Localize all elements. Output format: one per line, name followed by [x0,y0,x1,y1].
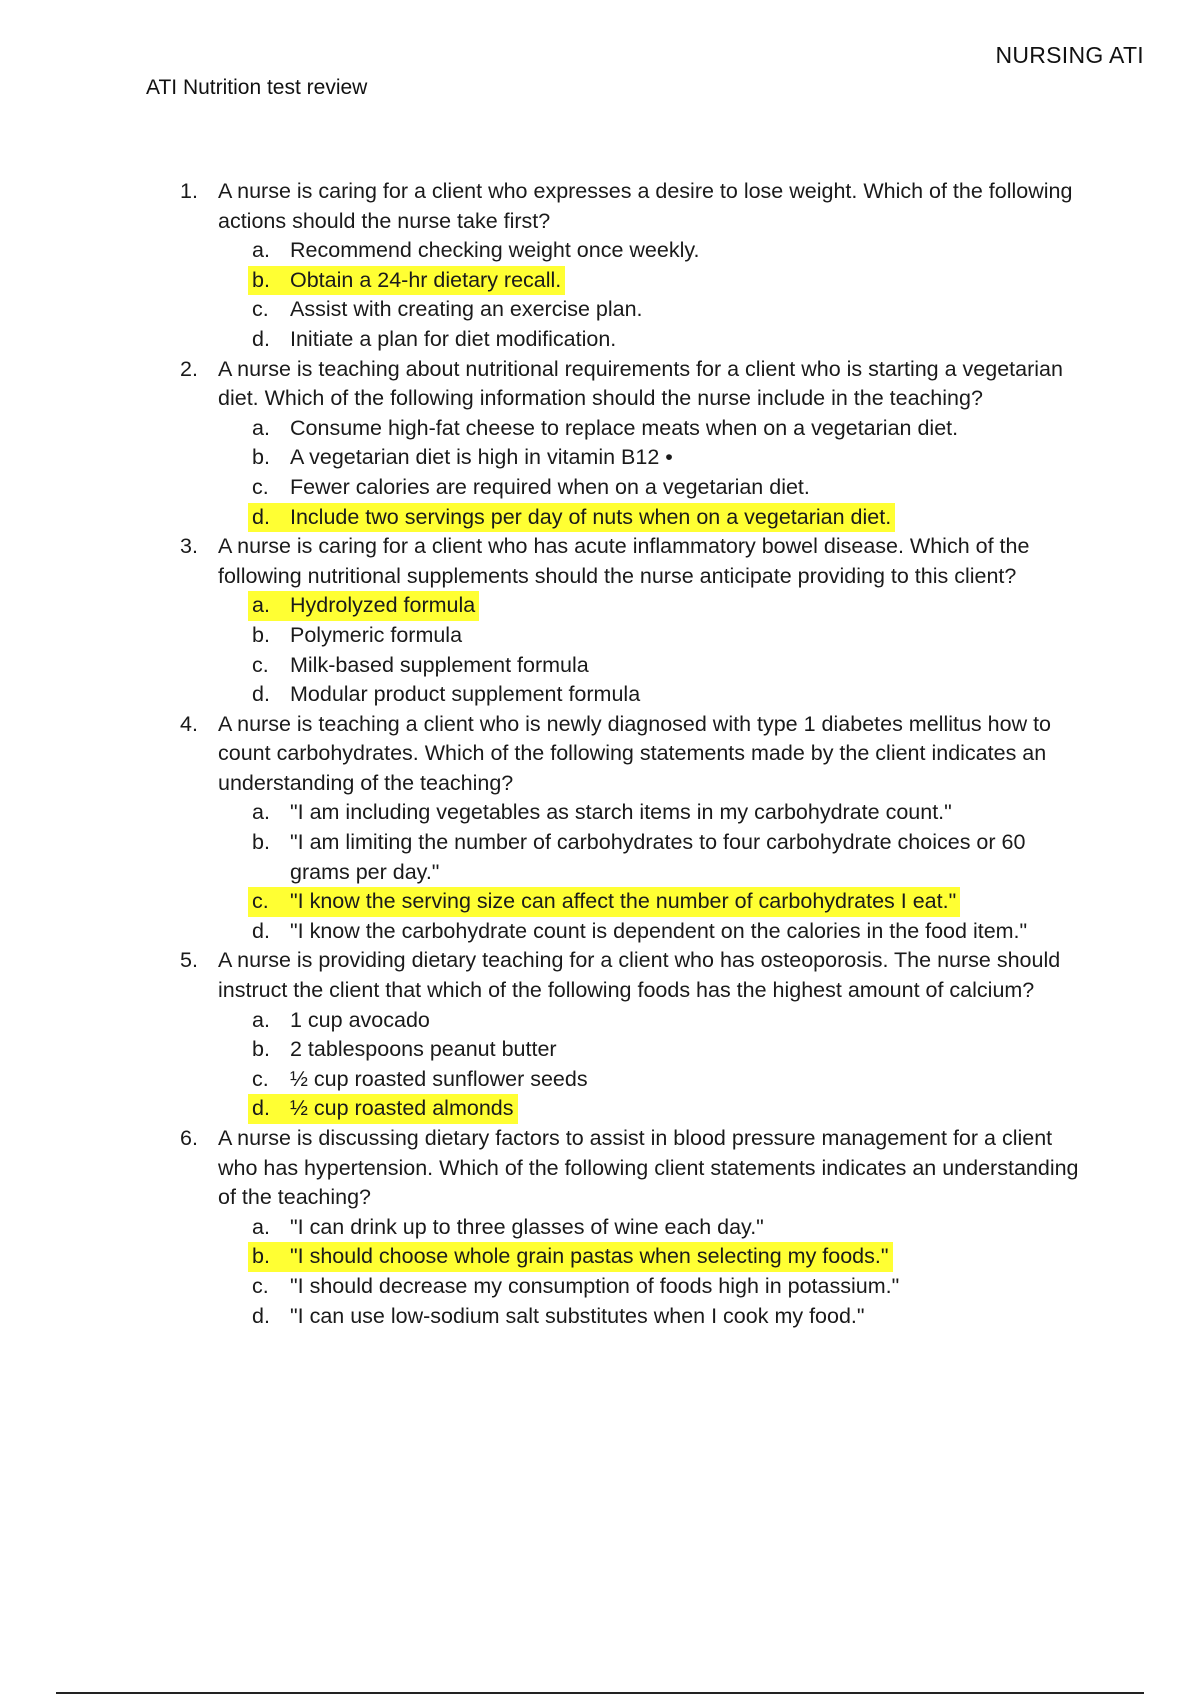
question-text: A nurse is teaching about nutritional requirements for a client who is starting a vegetarian diet. Which of the following information should the nurse include in the teaching? [218,356,1063,411]
option-letter: b. [252,830,270,855]
option-text: "I can drink up to three glasses of wine each day." [290,1214,764,1239]
option-letter: c. [252,889,269,914]
option-text: 1 cup avocado [290,1007,430,1032]
option-letter: d. [252,1303,270,1328]
option-text: ½ cup roasted sunflower seeds [290,1066,588,1091]
answer-option [252,1302,1090,1332]
question-item [180,355,1090,533]
option-text: Include two servings per day of nuts when on a vegetarian diet. [290,504,892,529]
answer-option [252,473,1090,503]
option-letter: c. [252,1066,269,1091]
option-text: "I am limiting the number of carbohydrates to four carbohydrate choices or 60 grams per day." [290,830,1026,884]
option-letter: c. [252,474,269,499]
answer-option [252,680,1090,710]
option-text: "I know the serving size can affect the number of carbohydrates I eat." [290,889,957,914]
option-text: Milk-based supplement formula [290,652,589,677]
option-letter: a. [252,593,270,618]
question-item [180,532,1090,710]
option-text: "I should choose whole grain pastas when selecting my foods." [290,1244,889,1269]
answer-options [218,591,1090,709]
answer-option-correct [248,266,565,296]
question-number: 6. [180,1126,198,1150]
answer-option [252,1213,1090,1243]
answer-option [252,1065,1090,1095]
option-letter: a. [252,1007,270,1032]
option-text: Hydrolyzed formula [290,593,476,618]
page-header-label: NURSING ATI [995,42,1144,68]
option-letter: a. [252,1214,270,1239]
answer-option [252,236,1090,266]
answer-option-correct [248,887,960,917]
question-text: A nurse is providing dietary teaching for a client who has osteoporosis. The nurse should instruct the client that which of the following foods has the highest amount of calcium? [218,948,1061,1003]
option-text: Fewer calories are required when on a vegetarian diet. [290,474,810,499]
option-letter: d. [252,326,270,351]
answer-option [252,828,1090,887]
answer-option [252,621,1090,651]
option-text: Assist with creating an exercise plan. [290,297,643,322]
question-number: 5. [180,948,198,973]
answer-options [218,1213,1090,1331]
question-text: A nurse is caring for a client who expresses a desire to lose weight. Which of the following actions should the nurse take first? [218,179,1073,233]
answer-option [252,651,1090,681]
answer-option [252,414,1090,444]
option-letter: c. [252,297,269,322]
option-text: Initiate a plan for diet modification. [290,326,617,351]
question-number: 1. [180,179,198,203]
option-text: ½ cup roasted almonds [290,1096,514,1121]
option-text: Polymeric formula [290,622,463,647]
option-letter: b. [252,1037,270,1062]
option-letter: d. [252,504,270,529]
option-letter: d. [252,1096,270,1121]
question-text: A nurse is discussing dietary factors to assist in blood pressure management for a client who has hypertension. Which of the following client statements indicates an understanding of the teaching? [218,1126,1079,1210]
question-number: 3. [180,534,198,559]
option-text: 2 tablespoons peanut butter [290,1037,557,1062]
option-text: A vegetarian diet is high in vitamin B12 • [290,445,673,470]
document-title: ATI Nutrition test review [146,76,368,99]
answer-option [252,917,1090,947]
option-text: Consume high-fat cheese to replace meats when on a vegetarian diet. [290,415,959,440]
answer-option [252,443,1090,473]
answer-options [218,414,1090,532]
option-letter: a. [252,238,270,263]
question-text: A nurse is caring for a client who has acute inflammatory bowel disease. Which of the following nutritional supplements should the nurse anticipate providing to this client? [218,534,1030,588]
answer-options [218,236,1090,354]
bottom-divider [56,1692,1144,1694]
answer-option [252,325,1090,355]
option-text: Obtain a 24-hr dietary recall. [290,267,562,292]
answer-options [218,1006,1090,1124]
option-letter: b. [252,1244,270,1269]
answer-option [252,1035,1090,1065]
question-item [180,946,1090,1124]
answer-options [218,798,1090,946]
option-text: Modular product supplement formula [290,682,641,707]
option-letter: b. [252,622,270,647]
question-number: 4. [180,711,198,736]
option-letter: d. [252,682,270,707]
option-letter: c. [252,1273,269,1298]
question-list [180,177,1090,1331]
answer-option-correct [248,1094,518,1124]
answer-option-correct [248,1242,893,1272]
option-text: "I know the carbohydrate count is dependent on the calories in the food item." [290,918,1028,943]
option-letter: a. [252,800,270,825]
question-item [180,710,1090,947]
answer-option-correct [248,503,895,533]
option-text: "I should decrease my consumption of foods high in potassium." [290,1273,900,1298]
answer-option-correct [248,591,479,621]
option-letter: b. [252,267,270,292]
option-letter: b. [252,445,270,470]
question-item [180,1124,1090,1331]
option-letter: c. [252,652,269,677]
option-text: "I am including vegetables as starch items in my carbohydrate count." [290,800,952,825]
option-text: Recommend checking weight once weekly. [290,238,700,263]
option-letter: a. [252,415,270,440]
answer-option [252,1006,1090,1036]
question-item [180,177,1090,355]
answer-option [252,1272,1090,1302]
answer-option [252,295,1090,325]
answer-option [252,798,1090,828]
question-number: 2. [180,356,198,381]
question-text: A nurse is teaching a client who is newly diagnosed with type 1 diabetes mellitus how to count carbohydrates. Which of the following statements made by the client indicates an understanding of the teaching? [218,711,1051,795]
option-letter: d. [252,918,270,943]
option-text: "I can use low-sodium salt substitutes when I cook my food." [290,1303,865,1328]
